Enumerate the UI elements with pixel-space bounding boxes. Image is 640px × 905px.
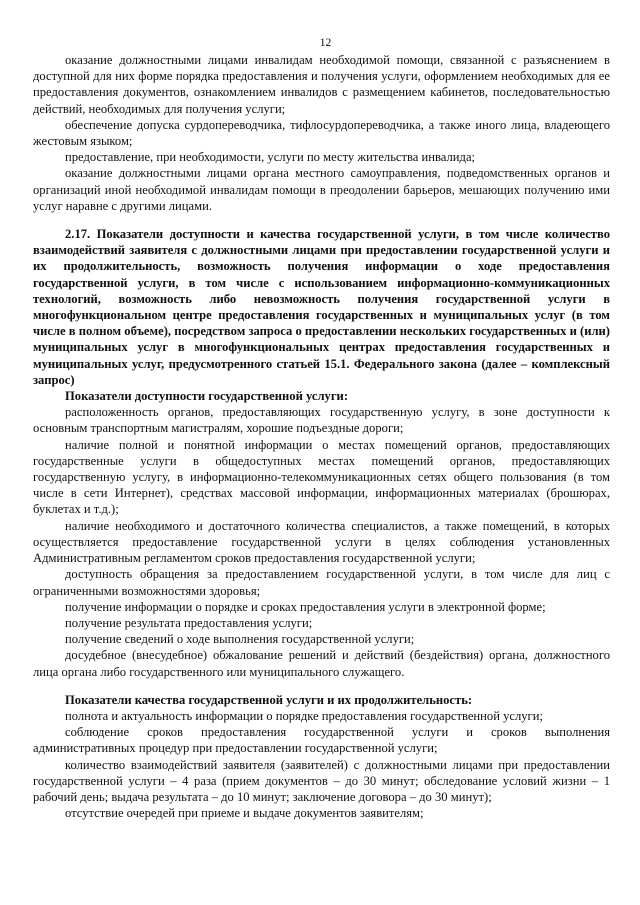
list-item: полнота и актуальность информации о порядке предоставления государственной услуги; bbox=[65, 708, 543, 723]
list-item: количество взаимодействий заявителя (заявителей) с должностными лицами при предоставлении государственной услуги – 4 раза (прием документов – до 30 минут; обследование условий жизни – 1 рабочий день; выдача результата – до 10 минут; заключение договора – до 30 минут); bbox=[33, 757, 610, 804]
paragraph: оказание должностными лицами инвалидам необходимой помощи, связанной с разъяснением в доступной для них форме порядка предоставления и получения услуги, оформлением необходимых для ее предоставления документов, ознакомлением инвалидов с размещением кабинетов, последовательностью действий, необходимых для получения услуги; bbox=[33, 53, 610, 116]
page-number: 12 bbox=[319, 37, 332, 49]
list-item: отсутствие очередей при приеме и выдаче документов заявителям; bbox=[65, 806, 424, 821]
list-item: соблюдение сроков предоставления государственной услуги и сроков выполнения административных процедур при предоставлении государственной услуги; bbox=[33, 725, 610, 756]
accessibility-heading: Показатели доступности государственной услуги: bbox=[65, 389, 349, 404]
paragraph: предоставление, при необходимости, услуги по месту жительства инвалида; bbox=[65, 150, 476, 165]
list-item: расположенность органов, предоставляющих государственную услугу, в зоне доступности к основным транспортным магистралям, хорошие подъездные дороги; bbox=[33, 405, 610, 436]
list-item: получение информации о порядке и сроках предоставления услуги в электронной форме; bbox=[65, 599, 546, 614]
list-item: получение результата предоставления услуги; bbox=[65, 615, 313, 630]
list-item: получение сведений о ходе выполнения государственной услуги; bbox=[65, 632, 415, 647]
spacer bbox=[33, 680, 610, 692]
list-item: наличие необходимого и достаточного количества специалистов, а также помещений, в которых осуществляется предоставление государственной услуги в целях соблюдения установленных Административным регламентом сроков предоставления государственной услуги; bbox=[33, 518, 610, 566]
quality-heading: Показатели качества государственной услуги и их продолжительность: bbox=[65, 692, 473, 707]
paragraph: обеспечение допуска сурдопереводчика, тифлосурдопереводчика, а также иного лица, владеющего жестовым языком; bbox=[33, 117, 610, 149]
list-item: наличие полной и понятной информации о местах помещений органов, предоставляющих государственные услуги в общедоступных местах помещений органов, предоставляющих государственную услугу, в информационно-телекоммуникационных сетях общего пользования (в том числе в сети Интернет), средствах массовой информации, информационных материалах (брошюрах, буклетах и т.д.); bbox=[33, 437, 610, 517]
list-item: доступность обращения за предоставлением государственной услуги, в том числе для лиц с ограниченными возможностями здоровья; bbox=[33, 567, 610, 598]
section-heading-2-17: 2.17. Показатели доступности и качества государственной услуги, в том числе количество взаимодействий заявителя с должностными лицами при предоставлении государственной услуги и их продолжительность, возможность получения информации о ходе предоставления государственной услуги, в том числе с использованием информационно-коммуникационных технологий, возможность либо невозможность получения государственной услуги в многофункциональном центре предоставления государственных и муниципальных услуг (в том числе в полном объеме), посредством запроса о предоставлении нескольких государственных и (или) муниципальных услуг в многофункциональных центрах предоставления государственных и муниципальных услуг, предусмотренного статьей 15.1. Федерального закона (далее – комплексный запрос) bbox=[33, 227, 610, 387]
paragraph: оказание должностными лицами органа местного самоуправления, подведомственных органов и организаций иной необходимой инвалидам помощи в преодолении барьеров, мешающих получению ими услуг наравне с другими лицами. bbox=[33, 166, 610, 213]
list-item: досудебное (внесудебное) обжалование решений и действий (бездействия) органа, должностного лица органа либо государственного или муниципального служащего. bbox=[33, 648, 610, 679]
spacer bbox=[33, 214, 610, 226]
